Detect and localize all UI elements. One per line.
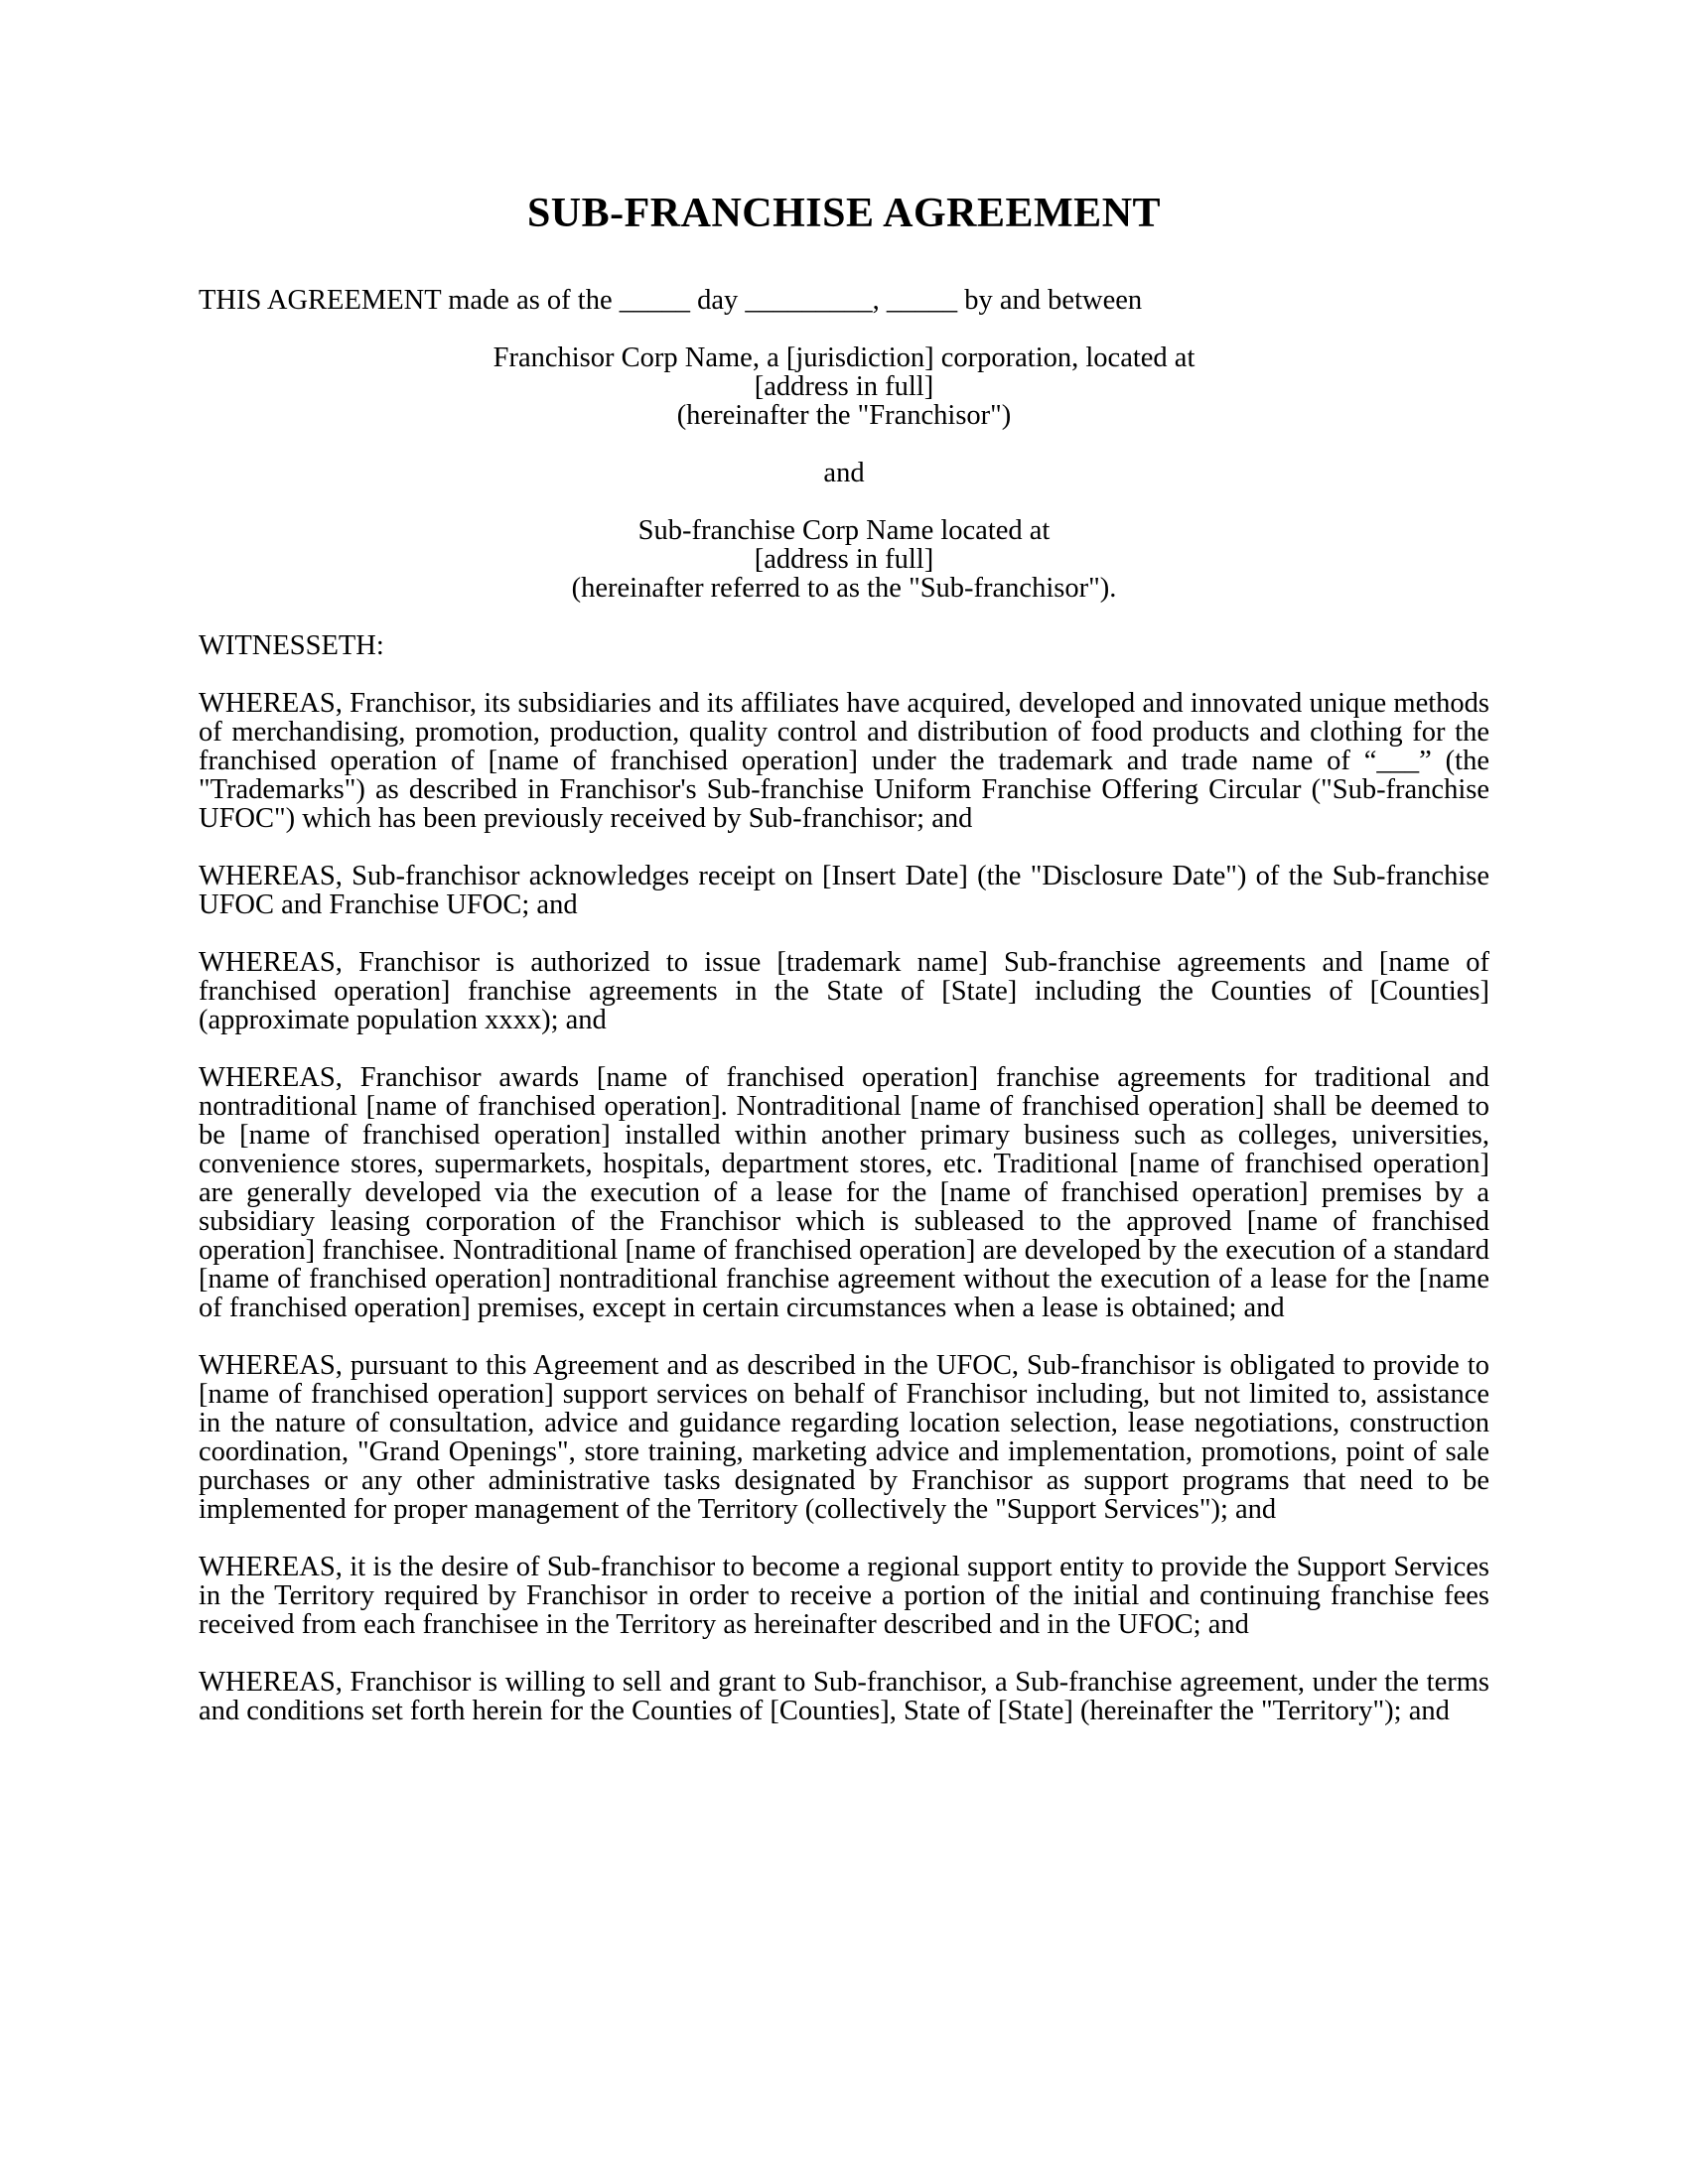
recitals-section xyxy=(199,689,1489,1725)
recital-paragraph: WHEREAS, Franchisor is authorized to issue [trademark name] Sub-franchise agreements and [name of franchised operation] franchise agreements in the State of [State] including the Counties of [Counties] (approximate population xxxx); and xyxy=(199,947,1489,1035)
recital-paragraph: WHEREAS, Franchisor, its subsidiaries and its affiliates have acquired, developed and innovated unique methods of merchandising, promotion, production, quality control and distribution of food products and clothing for the franchised operation of [name of franchised operation] under the trademark and trade name of “___” (the "Trademarks") as described in Franchisor's Sub-franchise Uniform Franchise Offering Circular ("Sub-franchise UFOC") which has been previously received by Sub-franchisor; and xyxy=(199,688,1489,834)
party-line: (hereinafter referred to as the "Sub-franchisor"). xyxy=(571,573,1117,604)
recital-paragraph: WHEREAS, Franchisor awards [name of franchised operation] franchise agreements for traditional and nontraditional [name of franchised operation]. Nontraditional [name of franchised operation] shall be deemed to be [name of franchised operation] installed within another primary business such as colleges, universities, convenience stores, supermarkets, hospitals, department stores, etc. Traditional [name of franchised operation] are generally developed via the execution of a lease for the [name of franchised operation] premises by a subsidiary leasing corporation of the Franchisor which is subleased to the approved [name of franchised operation] franchisee. Nontraditional [name of franchised operation] are developed by the execution of a standard [name of franchised operation] nontraditional franchise agreement without the execution of a lease for the [name of franchised operation] premises, except in certain circumstances when a lease is obtained; and xyxy=(199,1062,1489,1323)
intro-clause: THIS AGREEMENT made as of the _____ day _________, _____ by and between xyxy=(199,285,1143,316)
franchisor-party-block xyxy=(199,343,1489,430)
subfranchisor-party-block xyxy=(199,516,1489,603)
party-line: [address in full] xyxy=(754,544,934,575)
recital-paragraph: WHEREAS, Sub-franchisor acknowledges receipt on [Insert Date] (the "Disclosure Date") of the Sub-franchise UFOC and Franchise UFOC; and xyxy=(199,861,1489,920)
party-line: Franchisor Corp Name, a [jurisdiction] corporation, located at xyxy=(492,342,1196,373)
and-conjunction: and xyxy=(823,458,865,488)
recital-paragraph: WHEREAS, pursuant to this Agreement and as described in the UFOC, Sub-franchisor is obligated to provide to [name of franchised operation] support services on behalf of Franchisor including, but not limited to, assistance in the nature of consultation, advice and guidance regarding location selection, lease negotiations, construction coordination, "Grand Openings", store training, marketing advice and implementation, promotions, point of sale purchases or any other administrative tasks designated by Franchisor as support programs that need to be implemented for proper management of the Territory (collectively the "Support Services"); and xyxy=(199,1350,1489,1525)
document-title: SUB-FRANCHISE AGREEMENT xyxy=(526,191,1162,236)
recital-paragraph: WHEREAS, it is the desire of Sub-franchisor to become a regional support entity to provide the Support Services in the Territory required by Franchisor in order to receive a portion of the initial and continuing franchise fees received from each franchisee in the Territory as hereinafter described and in the UFOC; and xyxy=(199,1552,1489,1640)
party-line: Sub-franchise Corp Name located at xyxy=(637,515,1051,546)
party-line: (hereinafter the "Franchisor") xyxy=(676,400,1012,431)
party-line: [address in full] xyxy=(754,371,934,402)
recital-paragraph: WHEREAS, Franchisor is willing to sell and grant to Sub-franchisor, a Sub-franchise agreement, under the terms and conditions set forth herein for the Counties of [Counties], State of [State] (hereinafter the "Territory"); and xyxy=(199,1667,1489,1726)
witnesseth-heading: WITNESSETH: xyxy=(199,630,384,661)
